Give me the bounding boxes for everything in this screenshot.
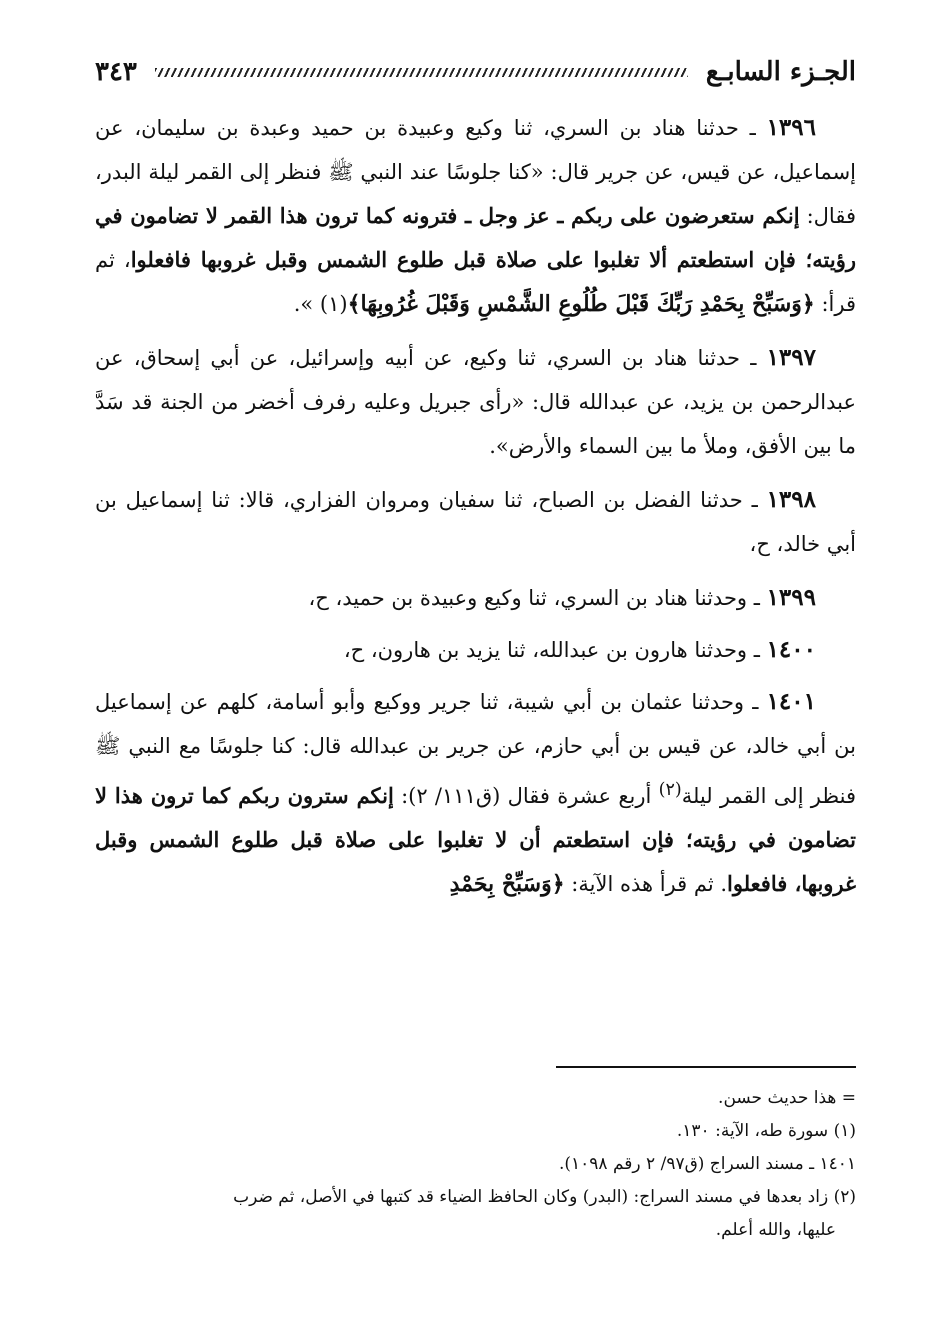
- footnote-2-continued: عليها، والله أعلم.: [715, 1220, 836, 1240]
- hadith-1397: [95, 336, 856, 468]
- footnote-rule: [556, 1066, 856, 1068]
- footnote-1: (١) سورة طه، الآية: ١٣٠.: [676, 1121, 856, 1141]
- hadith-1399: [95, 576, 856, 620]
- page-header: [95, 52, 856, 92]
- page-number: ٣٤٣: [95, 57, 137, 87]
- hadith-text: ـ وحدثنا هارون بن عبدالله، ثنا يزيد بن هارون، ح،: [343, 638, 767, 662]
- prophetic-saying: إنكم سترون ربكم كما ترون هذا لا تضامون في رؤيته؛ فإن استطعتم أن لا تغلبوا على صلاة قبل طلوع الشمس وقبل غروبها، فافعلوا: [95, 783, 856, 896]
- hadith-text: ، ثم قرأ:: [95, 248, 856, 316]
- hadith-text: ـ وحدثنا هناد بن السري، ثنا وكيع وعبيدة بن حميد، ح،: [308, 586, 767, 610]
- hadith-number: ١٤٠٠: [766, 636, 816, 663]
- hadith-text: ـ حدثنا الفضل بن الصباح، ثنا سفيان ومروان الفزاري، قالا: ثنا إسماعيل بن أبي خالد، ح،: [95, 488, 856, 556]
- hadith-text: ـ وحدثنا عثمان بن أبي شيبة، ثنا جرير ووكيع وأبو أسامة، كلهم عن إسماعيل بن أبي خالد، عن قيس بن أبي حازم، عن جرير بن عبدالله قال: كنا جلوسًا مع النبي ﷺ فنظر إلى القمر ليلة: [95, 690, 856, 808]
- hadith-text: (١) ».: [293, 292, 348, 316]
- hadith-number: ١٣٩٩: [766, 584, 816, 611]
- hadith-number: ١٣٩٧: [766, 344, 816, 371]
- footnote-marker: (٢): [658, 780, 682, 800]
- hadith-number: ١٣٩٨: [766, 486, 816, 513]
- footnote-source-1401: ١٤٠١ ـ مسند السراج (ق٩٧/ ٢ رقم ١٠٩٨).: [558, 1154, 856, 1174]
- hadith-1396: [95, 106, 856, 326]
- main-text: [95, 106, 856, 906]
- hadith-text: ـ حدثنا هناد بن السري، ثنا وكيع وعبيدة بن حميد وعبدة بن سليمان، عن إسماعيل، عن قيس، عن جرير قال: «كنا جلوسًا عند النبي ﷺ فنظر إلى القمر ليلة البدر، فقال:: [95, 116, 856, 228]
- running-title: الجـزء السابـع: [705, 57, 856, 87]
- footnotes: [95, 1066, 856, 1247]
- footnote-continuation: = هذا حديث حسن.: [718, 1088, 856, 1108]
- footnote-2: (٢) زاد بعدها في مسند السراج: (البدر) وكان الحافظ الضياء قد كتبها في الأصل، ثم ضرب: [233, 1187, 856, 1207]
- hadith-text: ـ حدثنا هناد بن السري، ثنا وكيع، عن أبيه وإسرائيل، عن أبي إسحاق، عن عبدالرحمن بن يزيد، عن عبدالله قال: «رأى جبريل وعليه رفرف أخضر من الجنة قد سَدَّ ما بين الأفق، وملأ ما بين السماء والأرض».: [95, 346, 856, 458]
- hadith-1401: [95, 680, 856, 906]
- quran-verse: ﴿وَسَبِّحْ بِحَمْدِ: [449, 871, 565, 897]
- hadith-number: ١٤٠١: [766, 688, 816, 715]
- hadith-text: أربع عشرة فقال (ق١١١/ ٢):: [393, 784, 659, 808]
- quran-verse: ﴿وَسَبِّحْ بِحَمْدِ رَبِّكَ قَبْلَ طُلُوعِ الشَّمْسِ وَقَبْلَ غُرُوبِهَا﴾: [347, 291, 815, 317]
- hadith-text: . ثم قرأ هذه الآية:: [564, 872, 728, 896]
- hadith-1400: [95, 628, 856, 672]
- hadith-1398: [95, 478, 856, 566]
- hadith-number: ١٣٩٦: [766, 114, 816, 141]
- header-rule: [155, 68, 688, 77]
- prophetic-saying: إنكم ستعرضون على ربكم ـ عز وجل ـ فترونه كما ترون هذا القمر لا تضامون في رؤيته؛ فإن استطعتم ألا تغلبوا على صلاة قبل طلوع الشمس وقبل غروبها فافعلوا: [95, 203, 856, 272]
